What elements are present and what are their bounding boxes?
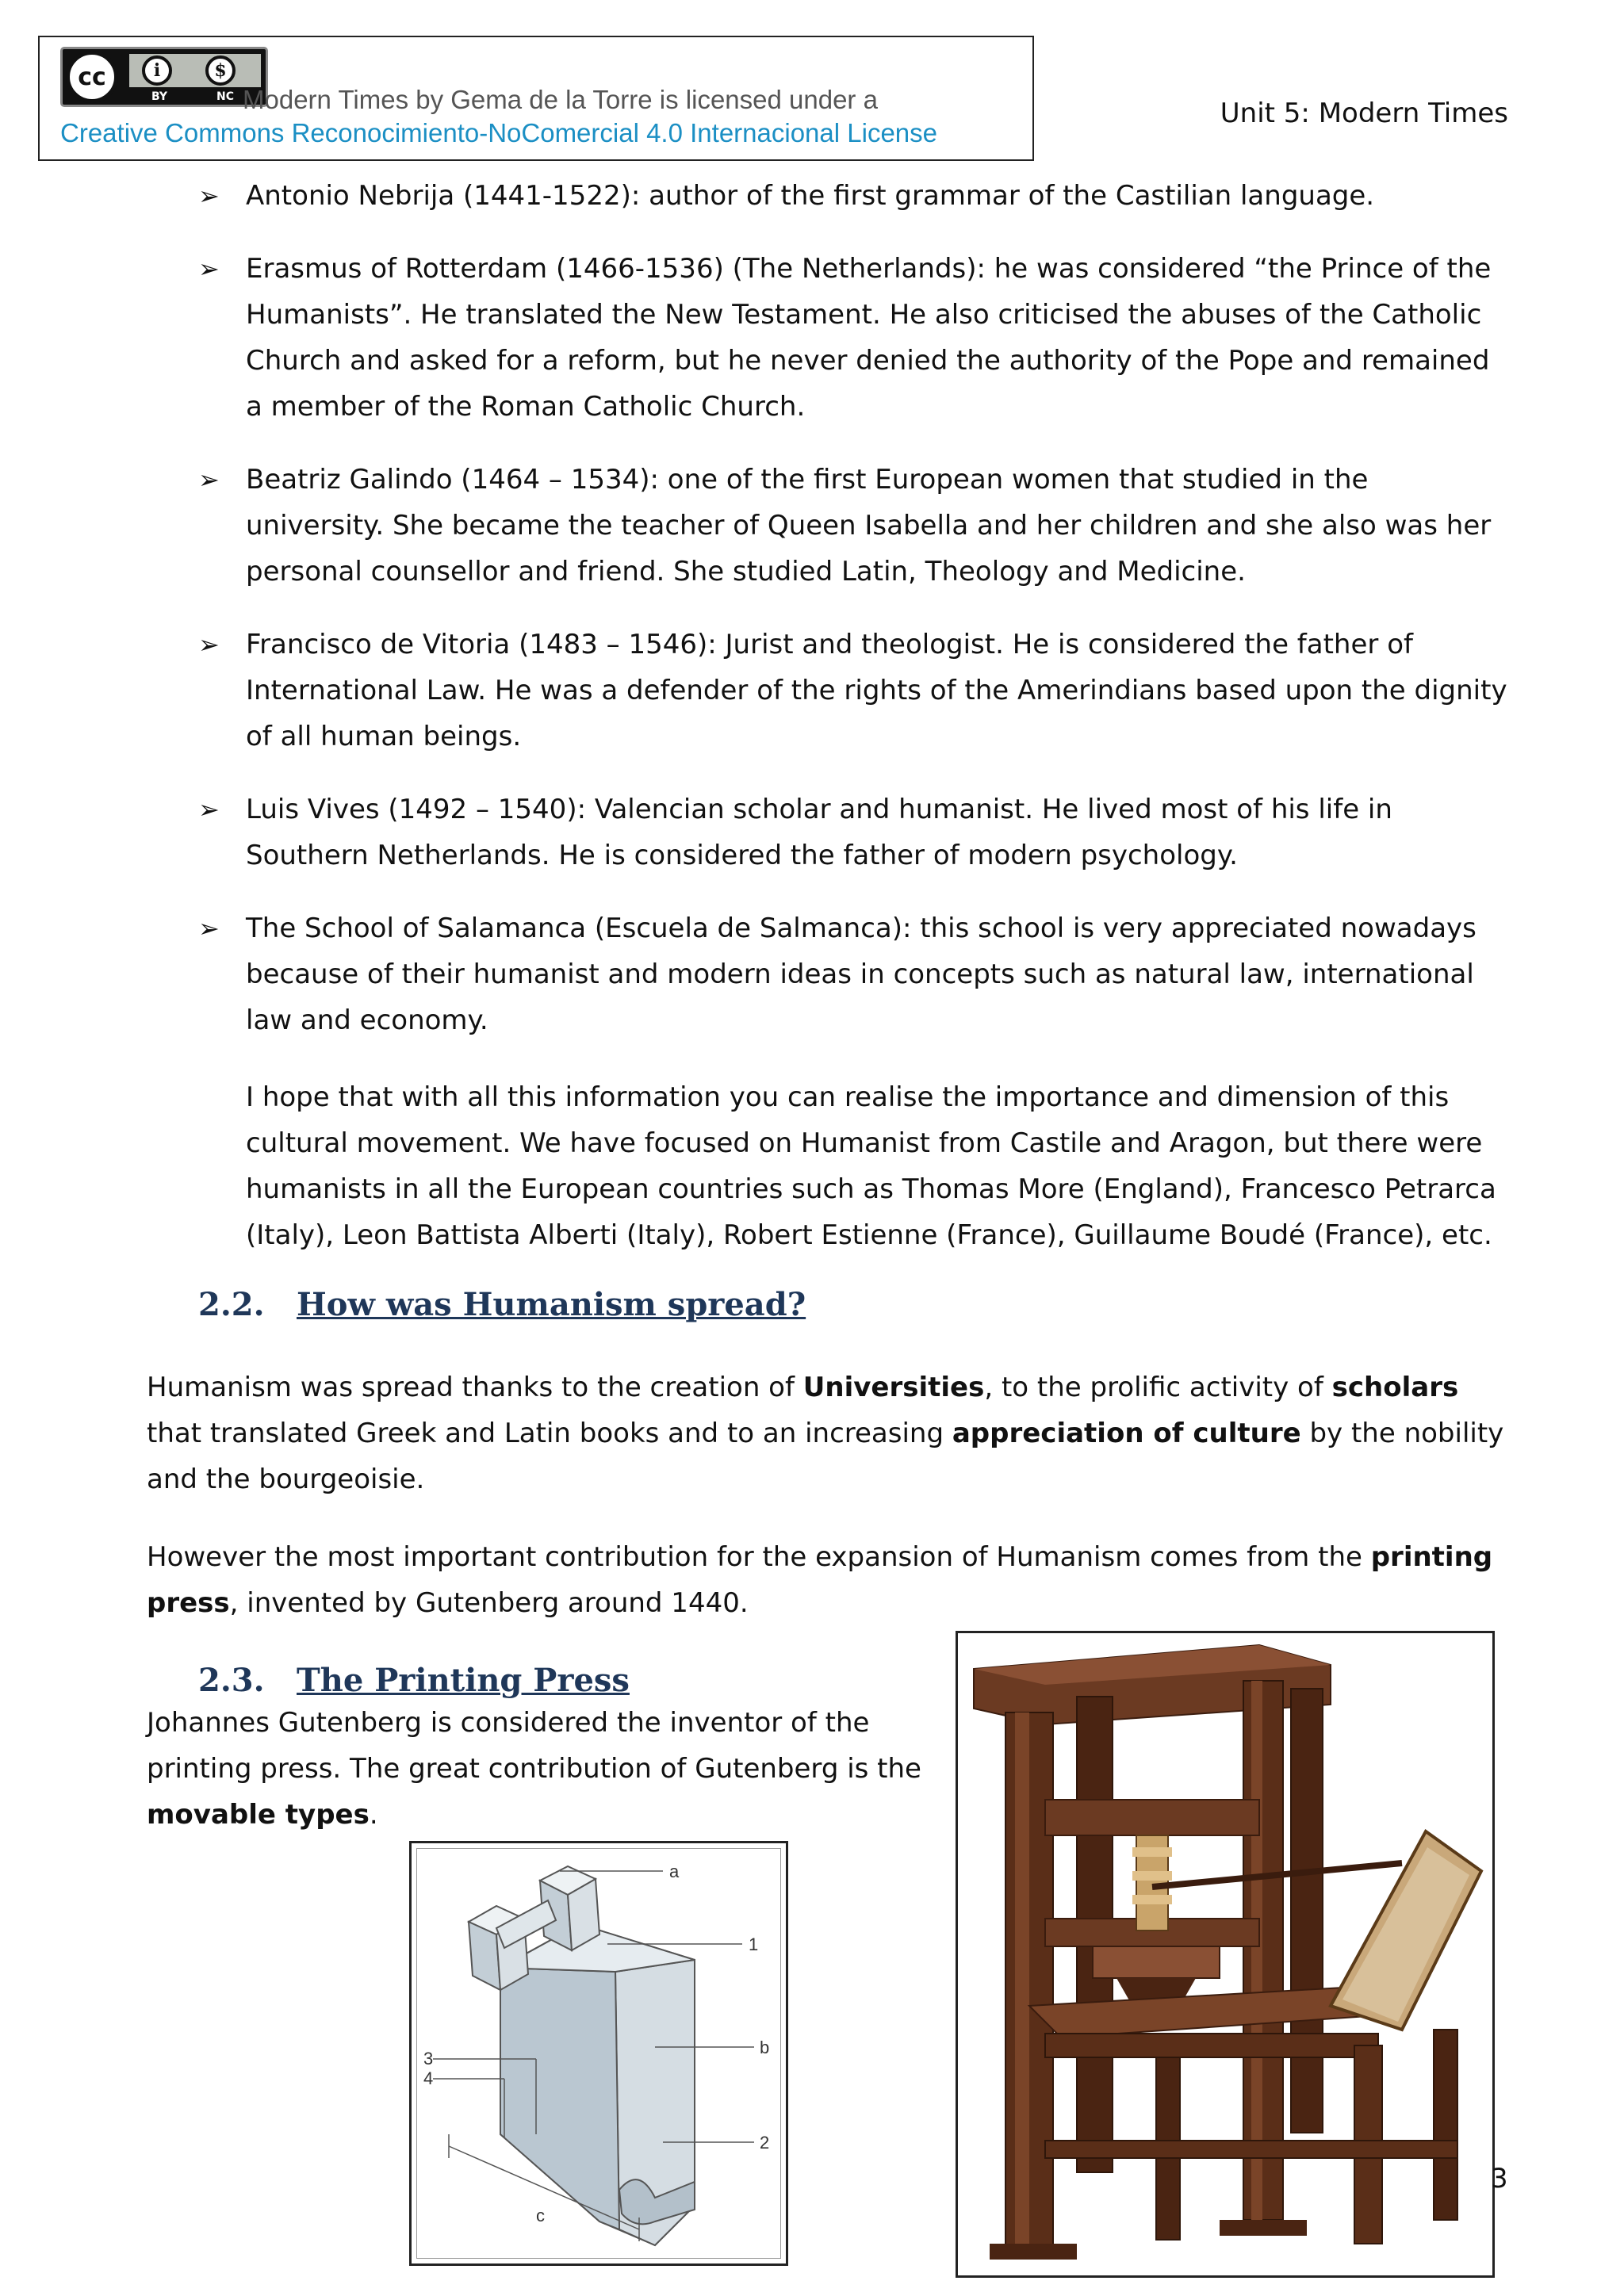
gutenberg-paragraph: [147, 1700, 924, 1838]
unit-header: Unit 5: Modern Times: [1220, 98, 1508, 129]
cc-badge-labels: [129, 90, 261, 106]
section-title: The Printing Press: [297, 1662, 630, 1699]
cc-icon-text: cc: [78, 63, 106, 91]
page-number: 3: [1491, 2163, 1508, 2195]
text-run: Humanism was spread thanks to the creation of: [147, 1372, 803, 1403]
list-item: [198, 786, 1515, 878]
arrow-bullet-icon: ➢: [198, 254, 220, 284]
label-2: 2: [760, 2133, 770, 2152]
cc-by-label: BY: [151, 90, 168, 103]
text-run: by the nobility and the bourgeoisie.: [147, 1418, 1504, 1495]
list-item: [198, 457, 1515, 595]
noncommercial-icon: $: [205, 55, 236, 86]
license-box: [38, 36, 1034, 161]
printing-press-illustration: [958, 1633, 1492, 2275]
text-run: However the most important contribution for the expansion of Humanism comes from the: [147, 1541, 1371, 1573]
label-b: b: [760, 2038, 770, 2057]
text-run: , invented by Gutenberg around 1440.: [229, 1587, 749, 1619]
arrow-bullet-icon: ➢: [198, 913, 220, 943]
arrow-bullet-icon: ➢: [198, 629, 220, 660]
closing-paragraph: I hope that with all this information you can realise the importance and dimension of this cultural movement. We have focused on Humanist from Castile and Aragon, but there were humanists in all the European countries such as Thomas More (England), Francesco Petrarca (Italy), Leon Battista Alberti (Italy), Robert Estienne (France), Guillaume Boudé (France), etc.: [246, 1081, 1496, 1251]
text-run: that translated Greek and Latin books and to an increasing: [147, 1418, 952, 1449]
printing-press-paragraph: [147, 1534, 1519, 1626]
attribution-icon: i: [142, 55, 172, 86]
license-attribution-text: Modern Times by Gema de la Torre is licensed under a: [243, 85, 878, 114]
label-a: a: [669, 1862, 680, 1881]
text-run: , to the prolific activity of: [984, 1372, 1332, 1403]
list-item: [198, 246, 1515, 430]
list-item-text: Luis Vives (1492 – 1540): Valencian scholar and humanist. He lived most of his life in Southern Netherlands. He is considered the father of modern psychology.: [246, 794, 1392, 871]
movable-type-diagram: [417, 1849, 785, 2263]
list-item: [198, 622, 1515, 760]
cc-nc-label: NC: [216, 90, 234, 103]
movable-type-figure: [409, 1841, 788, 2266]
list-item-text: Beatriz Galindo (1464 – 1534): one of the first European women that studied in the university. She became the teacher of Queen Isabella and her children and she also was her personal counsellor and friend. She studied Latin, Theology and Medicine.: [246, 464, 1492, 587]
section-number: 2.2.: [198, 1286, 265, 1323]
label-1: 1: [749, 1934, 759, 1954]
printing-press-photo: [956, 1631, 1495, 2278]
section-heading-2-2: [198, 1286, 806, 1323]
section-number: 2.3.: [198, 1662, 265, 1699]
bold-text: printing press: [147, 1541, 1493, 1619]
list-item-text: Erasmus of Rotterdam (1466-1536) (The Netherlands): he was considered “the Prince of the Humanists”. He translated the New Testament. He also criticised the abuses of the Catholic Church and asked for a reform, but he never denied the authority of the Pope and remained a member of the Roman Catholic Church.: [246, 253, 1492, 423]
text-run: Johannes Gutenberg is considered the inventor of the printing press. The great contribution of Gutenberg is the: [147, 1707, 921, 1785]
arrow-bullet-icon: ➢: [198, 794, 220, 825]
license-link[interactable]: Creative Commons Reconocimiento-NoComercial 4.0 Internacional License: [60, 118, 937, 147]
arrow-bullet-icon: ➢: [198, 465, 220, 495]
list-item: [198, 173, 1515, 219]
cc-icon: [66, 51, 118, 103]
label-4: 4: [423, 2068, 434, 2088]
label-3: 3: [423, 2049, 434, 2068]
list-item-text: Antonio Nebrija (1441-1522): author of the first grammar of the Castilian language.: [246, 180, 1375, 212]
section-heading-2-3: [198, 1662, 630, 1699]
humanists-list: [198, 173, 1515, 1070]
bold-text: movable types: [147, 1799, 370, 1831]
list-item: [198, 905, 1515, 1043]
bold-text: Universities: [802, 1372, 985, 1403]
cc-by-nc-badge[interactable]: [60, 47, 268, 107]
list-item-text: Francisco de Vitoria (1483 – 1546): Jurist and theologist. He is considered the father of International Law. He was a defender of the rights of the Amerindians based upon the dignity of all human beings.: [246, 629, 1507, 752]
section-title: How was Humanism spread?: [297, 1286, 806, 1323]
text-run: .: [369, 1799, 378, 1831]
arrow-bullet-icon: ➢: [198, 181, 220, 211]
spread-paragraph: [147, 1364, 1519, 1502]
bold-text: appreciation of culture: [952, 1418, 1301, 1449]
list-item-text: The School of Salamanca (Escuela de Salmanca): this school is very appreciated nowadays because of their humanist and modern ideas in concepts such as natural law, international law and economy.: [246, 913, 1477, 1036]
label-c: c: [536, 2206, 545, 2225]
bold-text: scholars: [1331, 1372, 1459, 1403]
